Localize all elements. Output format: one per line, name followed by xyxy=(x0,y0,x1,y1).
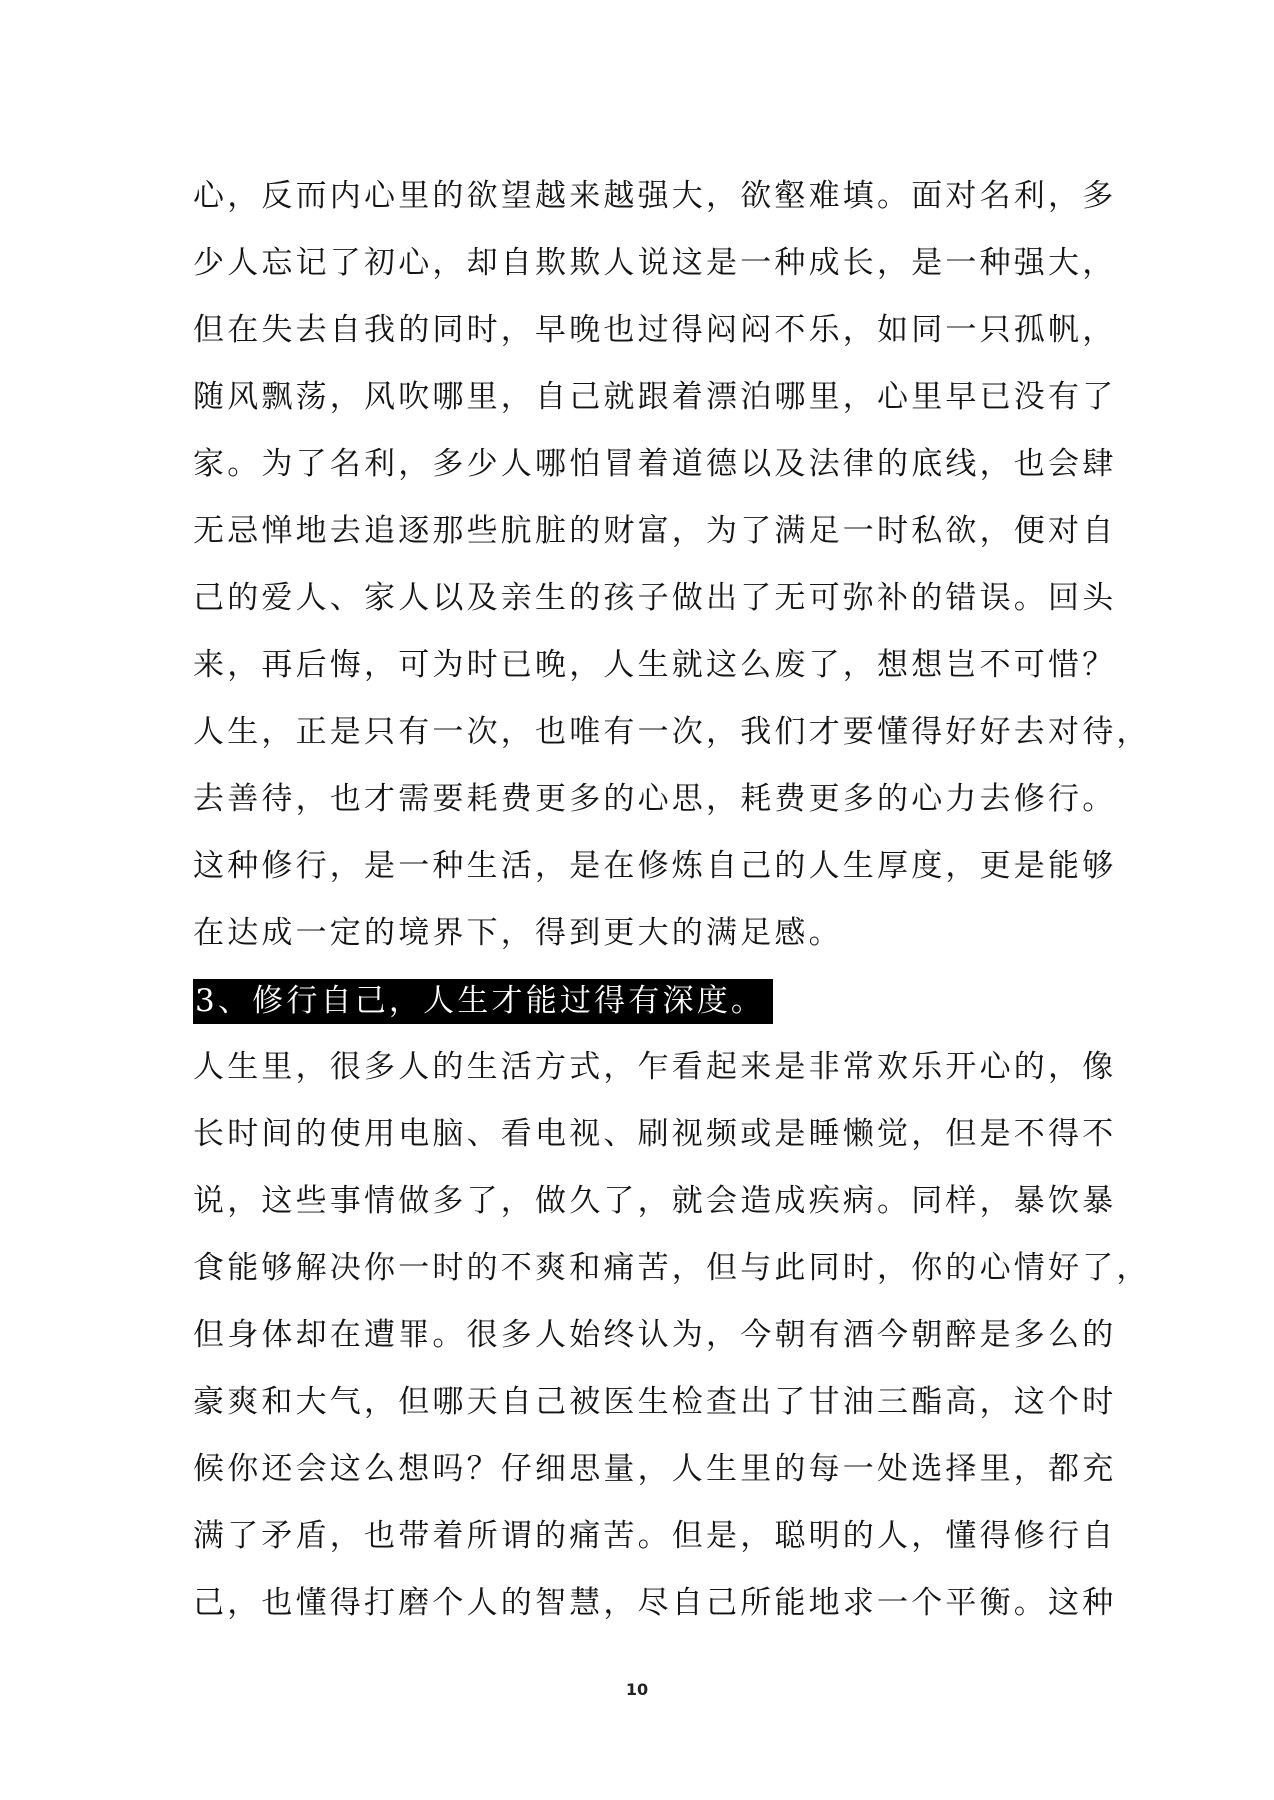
text-line: 人生，正是只有一次，也唯有一次，我们才要懂得好好去对待， xyxy=(193,714,1151,750)
text-line: 心，反而内心里的欲望越来越强大，欲壑难填。面对名利，多 xyxy=(193,178,1117,214)
text-line: 无忌惮地去追逐那些肮脏的财富，为了满足一时私欲，便对自 xyxy=(193,513,1117,549)
section-heading: 3、修行自己，人生才能过得有深度。 xyxy=(193,979,773,1024)
text-line: 在达成一定的境界下，得到更大的满足感。 xyxy=(193,915,843,951)
text-line: 去善待，也才需要耗费更多的心思，耗费更多的心力去修行。 xyxy=(193,781,1117,817)
text-line: 人生里，很多人的生活方式，乍看起来是非常欢乐开心的，像 xyxy=(193,1049,1117,1085)
page-number: 10 xyxy=(625,1680,649,1699)
text-line: 满了矛盾，也带着所谓的痛苦。但是，聪明的人，懂得修行自 xyxy=(193,1518,1117,1554)
text-line: 长时间的使用电脑、看电视、刷视频或是睡懒觉，但是不得不 xyxy=(193,1116,1117,1152)
text-line: 随风飘荡，风吹哪里，自己就跟着漂泊哪里，心里早已没有了 xyxy=(193,379,1117,415)
text-line: 食能够解决你一时的不爽和痛苦，但与此同时，你的心情好了， xyxy=(193,1250,1151,1286)
body-text xyxy=(193,163,1151,1637)
text-line: 但身体却在遭罪。很多人始终认为，今朝有酒今朝醉是多么的 xyxy=(193,1317,1117,1353)
text-line: 候你还会这么想吗？仔细思量，人生里的每一处选择里，都充 xyxy=(193,1451,1117,1487)
text-line: 少人忘记了初心，却自欺欺人说这是一种成长，是一种强大， xyxy=(193,245,1117,281)
paragraph-1 xyxy=(193,163,1151,967)
text-line: 但在失去自我的同时，早晚也过得闷闷不乐，如同一只孤帆， xyxy=(193,312,1117,348)
text-line: 说，这些事情做多了，做久了，就会造成疾病。同样，暴饮暴 xyxy=(193,1183,1117,1219)
text-line: 这种修行，是一种生活，是在修炼自己的人生厚度，更是能够 xyxy=(193,848,1117,884)
text-line: 家。为了名利，多少人哪怕冒着道德以及法律的底线，也会肆 xyxy=(193,446,1117,482)
section-heading-row xyxy=(193,967,1083,1034)
text-line: 豪爽和大气，但哪天自己被医生检查出了甘油三酯高，这个时 xyxy=(193,1384,1117,1420)
paragraph-2 xyxy=(193,1034,1151,1637)
text-line: 己的爱人、家人以及亲生的孩子做出了无可弥补的错误。回头 xyxy=(193,580,1117,616)
text-line: 己，也懂得打磨个人的智慧，尽自己所能地求一个平衡。这种 xyxy=(193,1585,1117,1621)
text-line: 来，再后悔，可为时已晚，人生就这么废了，想想岂不可惜？ xyxy=(193,647,1117,683)
